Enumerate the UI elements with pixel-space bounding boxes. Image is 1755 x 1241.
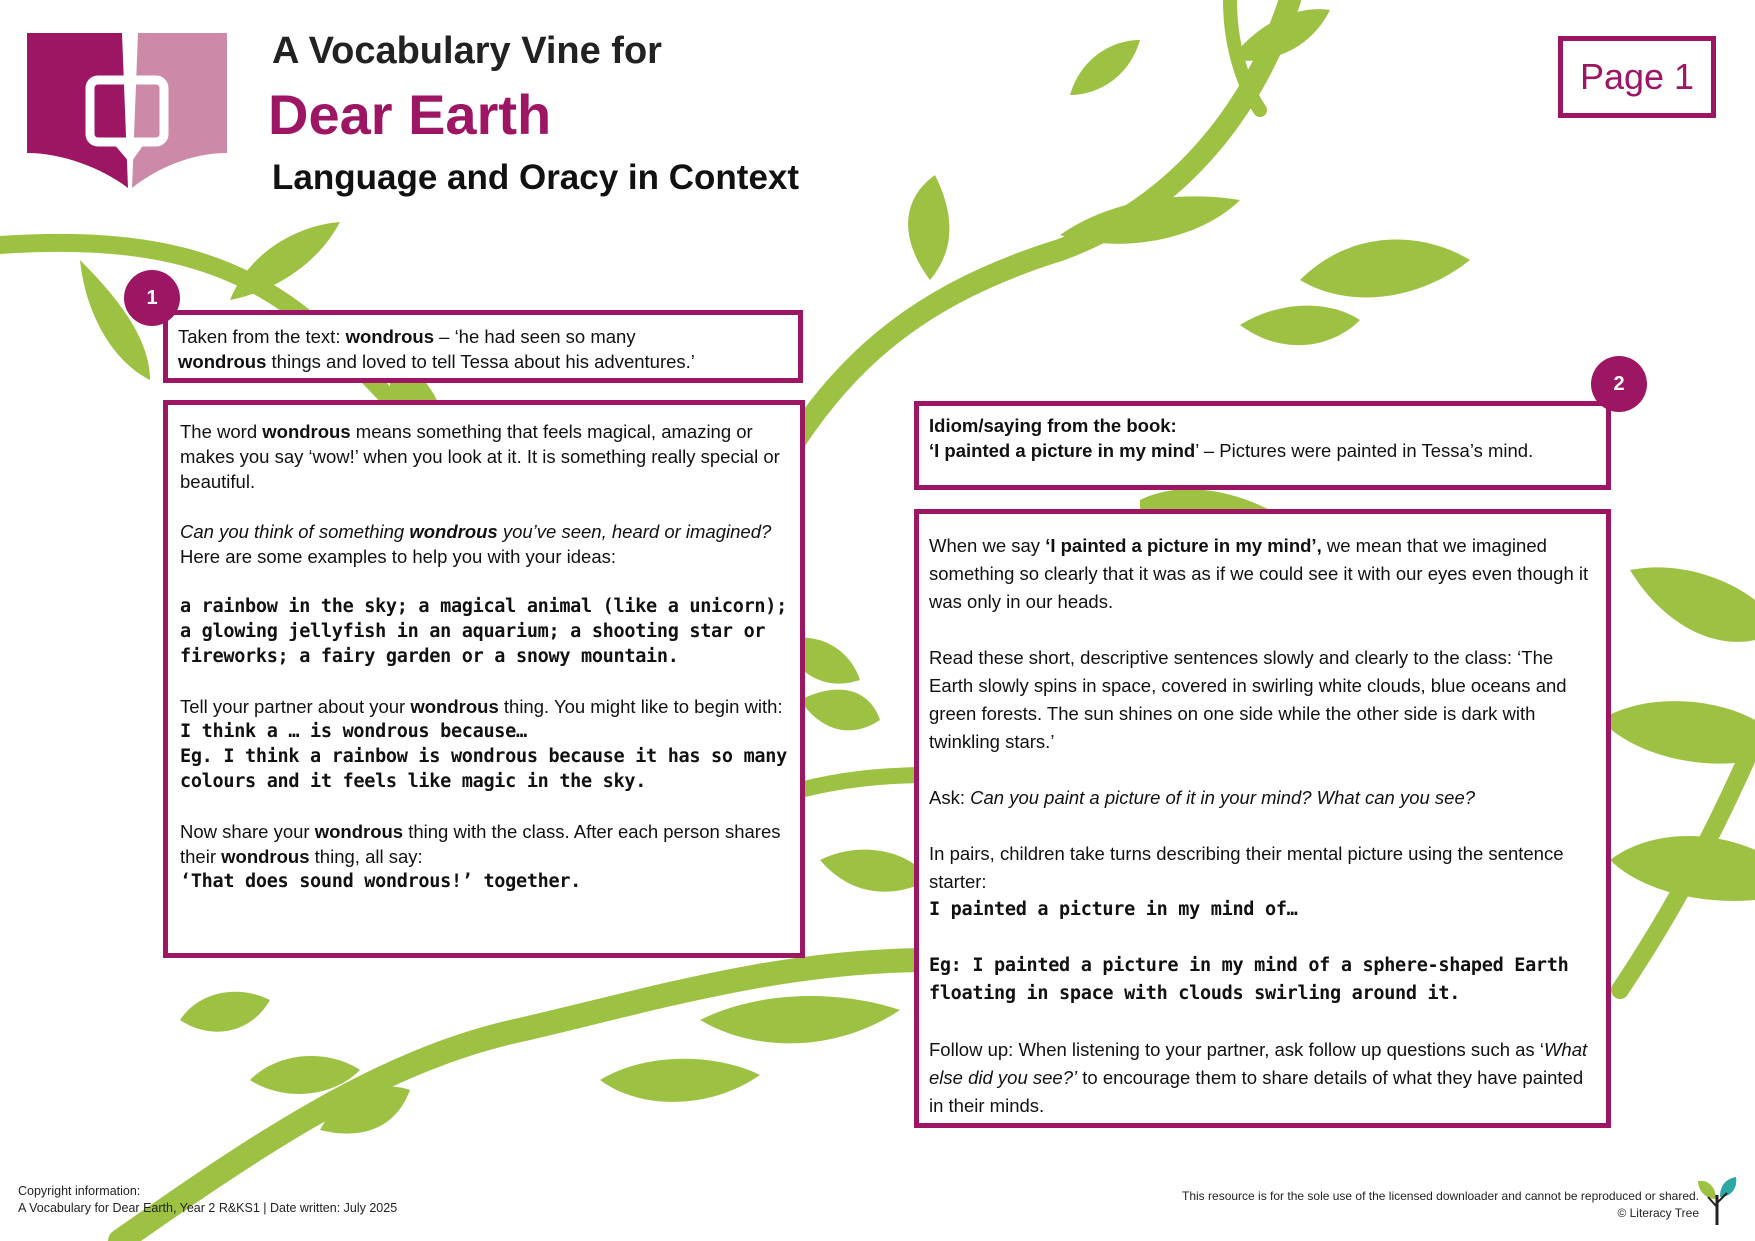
question-text: Can you think of something wondrous you’ve seen, heard or imagined? Here are some examples to help you with your ideas: bbox=[180, 521, 772, 567]
share-prompt: Now share your wondrous thing with the class. After each person shares their wondrous thing, all say: bbox=[180, 821, 781, 867]
page-label: Page 1 bbox=[1558, 36, 1716, 118]
class-chant: ‘That does sound wondrous!’ together. bbox=[180, 871, 582, 892]
idiom-meaning: When we say ‘I painted a picture in my mind’, we mean that we imagined something so clearly that it was as if we could see it with our eyes even though it was only in our heads. bbox=[929, 535, 1589, 612]
section-2-idiom-box bbox=[914, 401, 1611, 490]
example-sentence-2: Eg: I painted a picture in my mind of a sphere-shaped Earth floating in space with clouds swirling around it. bbox=[929, 955, 1569, 1004]
read-aloud-text: Read these short, descriptive sentences slowly and clearly to the class: ‘The Earth slowly spins in space, covered in swirling white clouds, blue oceans and green forests. The sun shines on one side while the other side is dark with twinkling stars.’ bbox=[929, 647, 1567, 752]
partner-prompt: Tell your partner about your wondrous thing. You might like to begin with: bbox=[180, 696, 783, 717]
open-book-speech-bubble-icon bbox=[22, 28, 232, 190]
ask-prompt: Ask: Can you paint a picture of it in your mind? What can you see? bbox=[929, 787, 1476, 808]
copyright-info: Copyright information: A Vocabulary for Dear Earth, Year 2 R&KS1 | Date written: July 2025 bbox=[18, 1184, 398, 1215]
quote-text: Taken from the text: wondrous – ‘he had seen so many wondrous things and loved to tell Tessa about his adventures.’ bbox=[178, 326, 695, 372]
title-line-1: A Vocabulary Vine for bbox=[272, 30, 662, 72]
book-title: Dear Earth bbox=[268, 83, 552, 146]
subtitle: Language and Oracy in Context bbox=[272, 158, 800, 197]
section-2-badge: 2 bbox=[1591, 356, 1647, 412]
example-sentence: Eg. I think a rainbow is wondrous because it has so many colours and it feels like magic in the sky. bbox=[180, 746, 787, 792]
follow-up-text: Follow up: When listening to your partner, ask follow up questions such as ‘What else did you see?’ to encourage them to share details of what they have painted in their minds. bbox=[929, 1039, 1588, 1116]
sentence-starter: I think a … is wondrous because… bbox=[180, 721, 527, 742]
license-info: This resource is for the sole use of the licensed downloader and cannot be reproduced or shared. © Literacy Tree bbox=[1182, 1189, 1699, 1220]
tree-icon bbox=[1694, 1175, 1740, 1227]
section-1-quote-box bbox=[163, 310, 803, 383]
section-2-main-box bbox=[914, 509, 1611, 1128]
idiom-text: ‘I painted a picture in my mind’ – Pictures were painted in Tessa’s mind. bbox=[929, 440, 1534, 461]
idiom-heading: Idiom/saying from the book: bbox=[929, 415, 1177, 436]
section-1-badge: 1 bbox=[124, 270, 180, 326]
pairs-prompt: In pairs, children take turns describing their mental picture using the sentence starter: bbox=[929, 843, 1564, 892]
definition-text: The word wondrous means something that feels magical, amazing or makes you say ‘wow!’ when you look at it. It is something really special or beautiful. bbox=[180, 421, 780, 492]
sentence-starter-2: I painted a picture in my mind of… bbox=[929, 899, 1298, 920]
examples-text: a rainbow in the sky; a magical animal (like a unicorn); a glowing jellyfish in an aquarium; a shooting star or fireworks; a fairy garden or a snowy mountain. bbox=[180, 596, 787, 667]
section-1-main-box bbox=[163, 400, 805, 958]
